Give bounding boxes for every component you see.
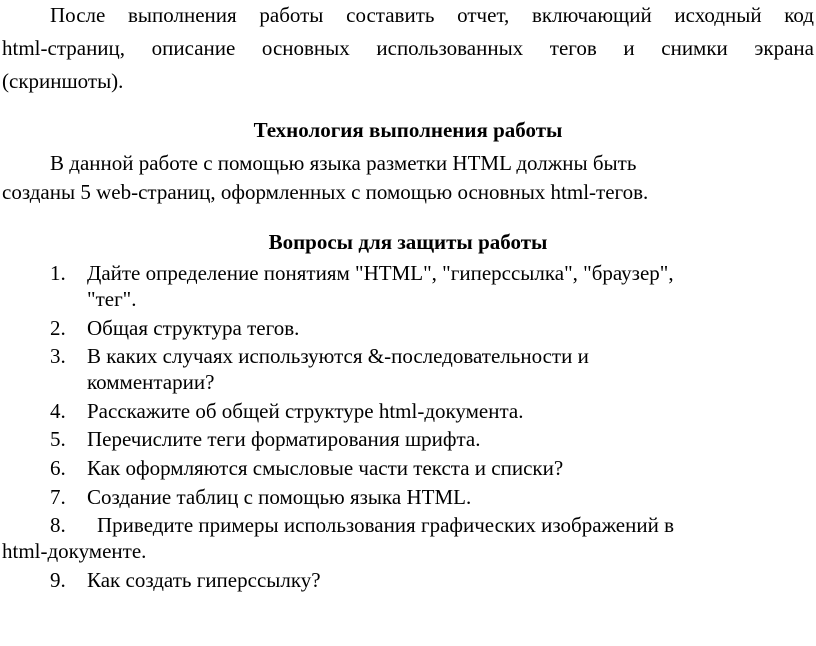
question-2-line-1: Общая структура тегов.: [87, 316, 300, 340]
question-7-line-1: Создание таблиц с помощью языка HTML.: [87, 485, 472, 509]
intro-line-2: html-страниц, описание основных использованных тегов и снимки экрана: [2, 36, 814, 60]
questions-heading: Вопросы для защиты работы: [268, 230, 548, 254]
question-1-line-1: Дайте определение понятиям "HTML", "гиперссылка", "браузер",: [87, 261, 674, 285]
intro-line-1: После выполнения работы составить отчет, включающий исходный код: [50, 3, 814, 27]
question-8-line-2: html-документе.: [2, 539, 147, 563]
question-1-line-2: "тег".: [87, 287, 137, 311]
question-number-5: 5.: [50, 427, 66, 451]
question-number-7: 7.: [50, 485, 66, 509]
intro-line-3: (скриншоты).: [2, 69, 124, 93]
question-8-line-1: Приведите примеры использования графических изображений в: [97, 513, 674, 537]
question-number-9: 9.: [50, 568, 66, 592]
question-number-1: 1.: [50, 261, 66, 285]
question-3-line-1: В каких случаях используются &-последовательности и: [87, 344, 589, 368]
question-3-line-2: комментарии?: [87, 370, 215, 394]
question-number-6: 6.: [50, 456, 66, 480]
question-number-8: 8.: [50, 513, 66, 537]
question-9-line-1: Как создать гиперссылку?: [87, 568, 321, 592]
question-number-4: 4.: [50, 399, 66, 423]
question-number-3: 3.: [50, 344, 66, 368]
question-4-line-1: Расскажите об общей структуре html-документа.: [87, 399, 524, 423]
technology-line-2: созданы 5 web-страниц, оформленных с помощью основных html-тегов.: [2, 180, 649, 204]
technology-heading: Технология выполнения работы: [253, 118, 563, 142]
technology-line-1: В данной работе с помощью языка разметки HTML должны быть: [50, 151, 637, 175]
question-6-line-1: Как оформляются смысловые части текста и списки?: [87, 456, 564, 480]
question-5-line-1: Перечислите теги форматирования шрифта.: [87, 427, 481, 451]
question-number-2: 2.: [50, 316, 66, 340]
